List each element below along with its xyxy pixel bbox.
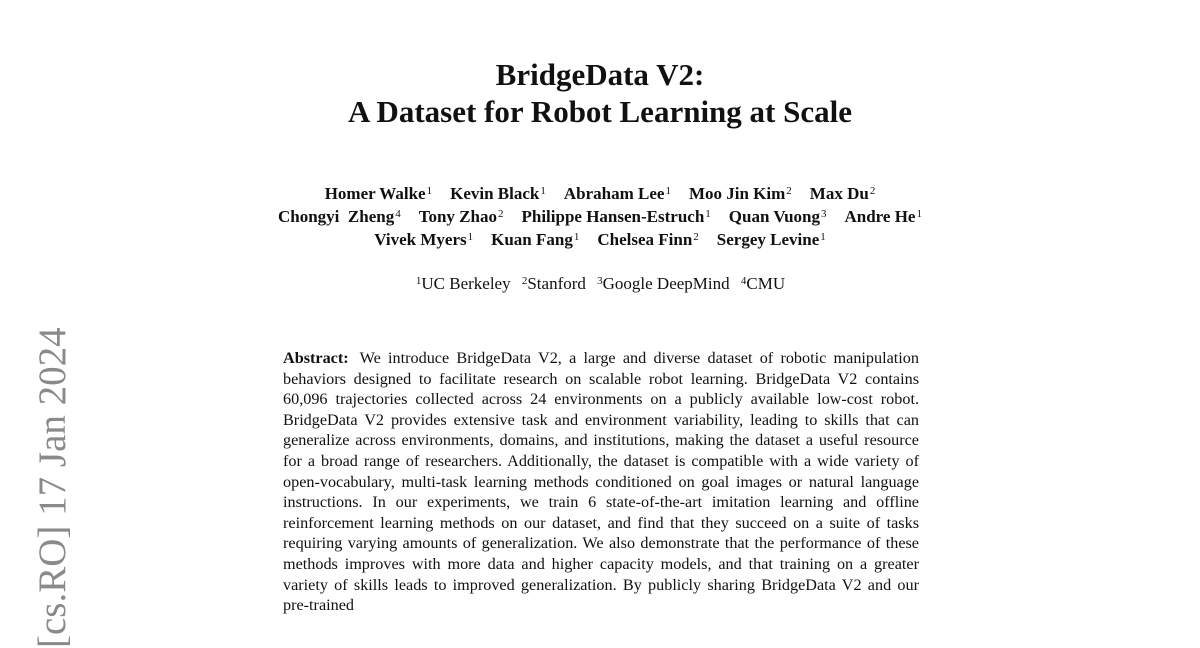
- abstract-label: Abstract:: [283, 349, 349, 367]
- affiliation: $^3$Google DeepMind: [597, 274, 730, 293]
- author: Abraham Lee$^1$: [563, 184, 671, 203]
- author: Tony Zhao$^2$: [418, 207, 504, 226]
- author: Max Du$^2$: [809, 184, 876, 203]
- abstract-text: We introduce BridgeData V2, a large and diverse dataset of robotic manipulation behaviors designed to facilitate research on scalable robot learning. BridgeData V2 contains 60,096 trajectories collected across 24 environments on a publicly available low-cost robot. BridgeData V2 provides extensive task and environment variability, leading to skills that can generalize across environments, domains, and institutions, making the dataset a useful resource for a broad range of researchers. Additionally, the dataset is compatible with a wide variety of open-vocabulary, multi-task learning methods conditioned on goal images or natural language instructions. In our experiments, we train 6 state-of-the-art imitation learning and offline reinforcement learning methods on our dataset, and find that they succeed on a suite of tasks requiring varying amounts of generalization. We also demonstrate that the performance of these methods improves with more data and higher capacity models, and that training on a greater variety of skills leads to improved generalization. By publicly sharing BridgeData V2 and our pre-trained: [283, 349, 919, 615]
- abstract: [283, 348, 919, 616]
- arxiv-side-stamp: [cs.RO] 17 Jan 2024: [31, 327, 74, 648]
- author: Vivek Myers$^1$: [374, 230, 474, 249]
- author-line-3: [0, 228, 1200, 251]
- author: Philippe Hansen-Estruch$^1$: [521, 207, 711, 226]
- affiliation: $^1$UC Berkeley: [415, 274, 511, 293]
- author: Kuan Fang$^1$: [491, 230, 580, 249]
- title-line-1: BridgeData V2:: [495, 57, 705, 92]
- author: Quan Vuong$^3$: [728, 207, 827, 226]
- author: Andre He$^1$: [844, 207, 922, 226]
- author: Homer Walke$^1$: [324, 184, 433, 203]
- author: Chongyi Zheng$^4$: [278, 207, 401, 226]
- affiliation: $^4$CMU: [740, 274, 786, 293]
- paper-title: [0, 56, 1200, 130]
- title-line-2: A Dataset for Robot Learning at Scale: [348, 94, 852, 129]
- affiliations: [0, 272, 1200, 295]
- author: Sergey Levine$^1$: [716, 230, 826, 249]
- author-line-1: [0, 182, 1200, 205]
- author-list: [0, 182, 1200, 251]
- affiliation: $^2$Stanford: [521, 274, 586, 293]
- author-line-2: [0, 205, 1200, 228]
- author: Chelsea Finn$^2$: [597, 230, 699, 249]
- author: Kevin Black$^1$: [450, 184, 546, 203]
- author: Moo Jin Kim$^2$: [688, 184, 792, 203]
